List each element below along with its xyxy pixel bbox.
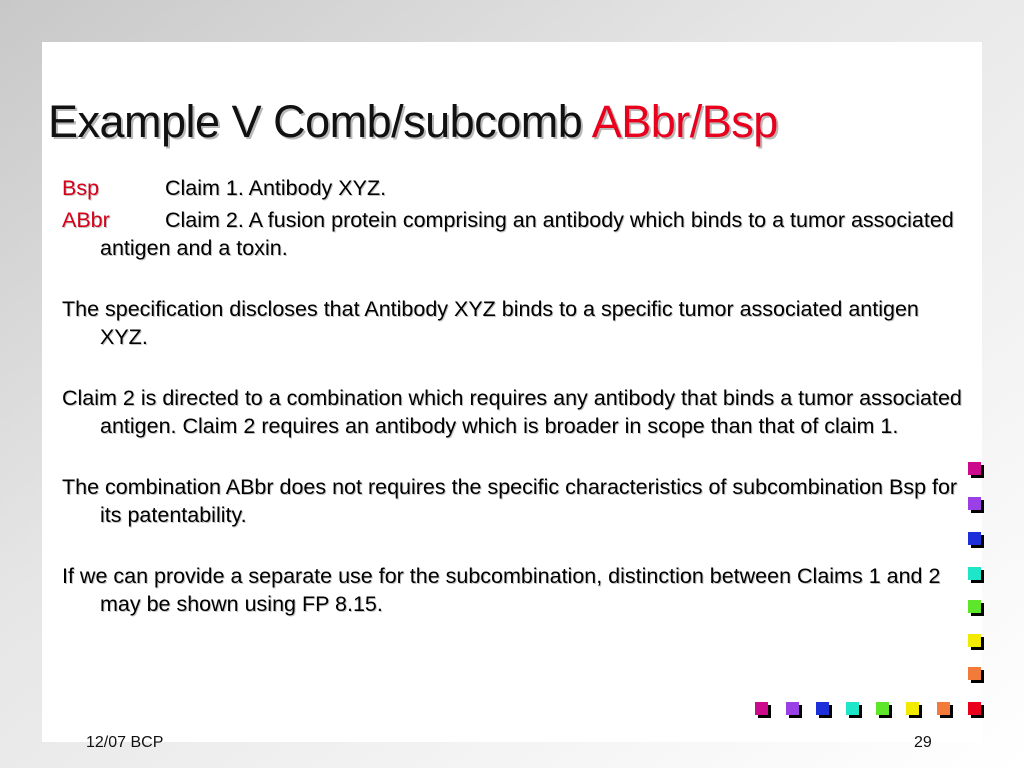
- title-main: Example V Comb/subcomb: [48, 96, 592, 147]
- slide-title: [48, 96, 778, 148]
- paragraph-combination: The combination ABbr does not requires the specific characteristics of subcombination Bsp for its patentability.: [62, 475, 958, 527]
- square-horizontal-7: [937, 702, 950, 715]
- square-horizontal-4: [846, 702, 859, 715]
- square-vertical-6: [968, 634, 981, 647]
- claim-2: [62, 206, 962, 262]
- square-vertical-5: [968, 600, 981, 613]
- claim-1: [62, 174, 962, 202]
- footer-page-number: 29: [914, 734, 932, 751]
- square-vertical-8: [968, 702, 981, 715]
- paragraph-separate-use: If we can provide a separate use for the subcombination, distinction between Claims 1 and 2 may be shown using FP 8.15.: [62, 564, 941, 616]
- square-horizontal-6: [906, 702, 919, 715]
- square-horizontal-1: [755, 702, 768, 715]
- paragraph-specification: The specification discloses that Antibody XYZ binds to a specific tumor associated antigen XYZ.: [62, 297, 919, 349]
- paragraph-claim-2-scope: Claim 2 is directed to a combination which requires any antibody that binds a tumor associated antigen. Claim 2 requires an antibody which is broader in scope than that of claim 1.: [62, 386, 962, 438]
- claim-2-tag: ABbr: [62, 208, 110, 232]
- claim-1-text: Claim 1. Antibody XYZ.: [165, 176, 387, 200]
- square-vertical-4: [968, 567, 981, 580]
- square-horizontal-2: [786, 702, 799, 715]
- square-vertical-7: [968, 667, 981, 680]
- title-accent: ABbr/Bsp: [591, 96, 778, 147]
- square-horizontal-3: [816, 702, 829, 715]
- claim-1-tag: Bsp: [62, 176, 100, 200]
- claim-2-text: Claim 2. A fusion protein comprising an antibody which binds to a tumor associated antigen and a toxin.: [100, 208, 954, 260]
- square-horizontal-5: [876, 702, 889, 715]
- square-vertical-2: [968, 497, 981, 510]
- slide-body: [62, 174, 962, 651]
- claims-block: [62, 174, 962, 262]
- square-vertical-1: [968, 462, 981, 475]
- square-vertical-3: [968, 532, 981, 545]
- footer-date-author: 12/07 BCP: [86, 734, 164, 751]
